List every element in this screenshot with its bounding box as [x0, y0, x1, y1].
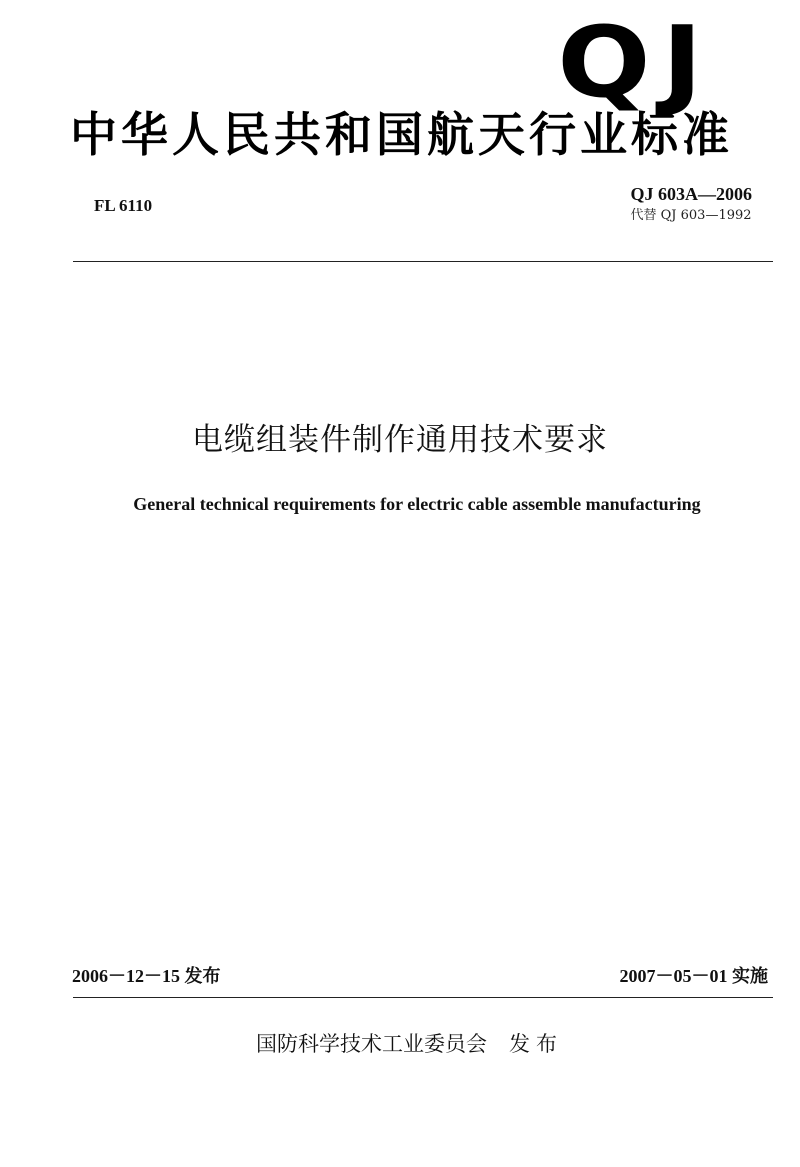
- issue-label: 发布: [184, 966, 221, 987]
- qj-logo: QJ: [557, 6, 714, 120]
- implementation-label: 实施: [732, 966, 768, 987]
- classification-code: FL 6110: [94, 196, 153, 215]
- document-title-english: General technical requirements for electric cable assemble manufacturing: [133, 494, 701, 514]
- publish-label: 发布: [509, 1032, 563, 1056]
- implementation-date-line: [620, 962, 769, 988]
- publisher-name: 国防科学技术工业委员会: [256, 1032, 487, 1056]
- implementation-date: 2007－05－01: [619, 966, 728, 986]
- top-divider: [73, 261, 773, 262]
- standard-number-block: [631, 182, 753, 226]
- document-title-chinese: 电缆组装件制作通用技术要求: [192, 422, 608, 458]
- replaces-standard: 代替 QJ 603—1992: [630, 208, 752, 223]
- standard-number: QJ 603A—2006: [630, 184, 752, 204]
- issue-date: 2006－12－15: [72, 966, 180, 986]
- publisher-line: [256, 1028, 563, 1058]
- bottom-divider: [73, 997, 773, 998]
- issue-date-line: [72, 962, 221, 988]
- standard-category-title: 中华人民共和国航天行业标准: [70, 108, 733, 163]
